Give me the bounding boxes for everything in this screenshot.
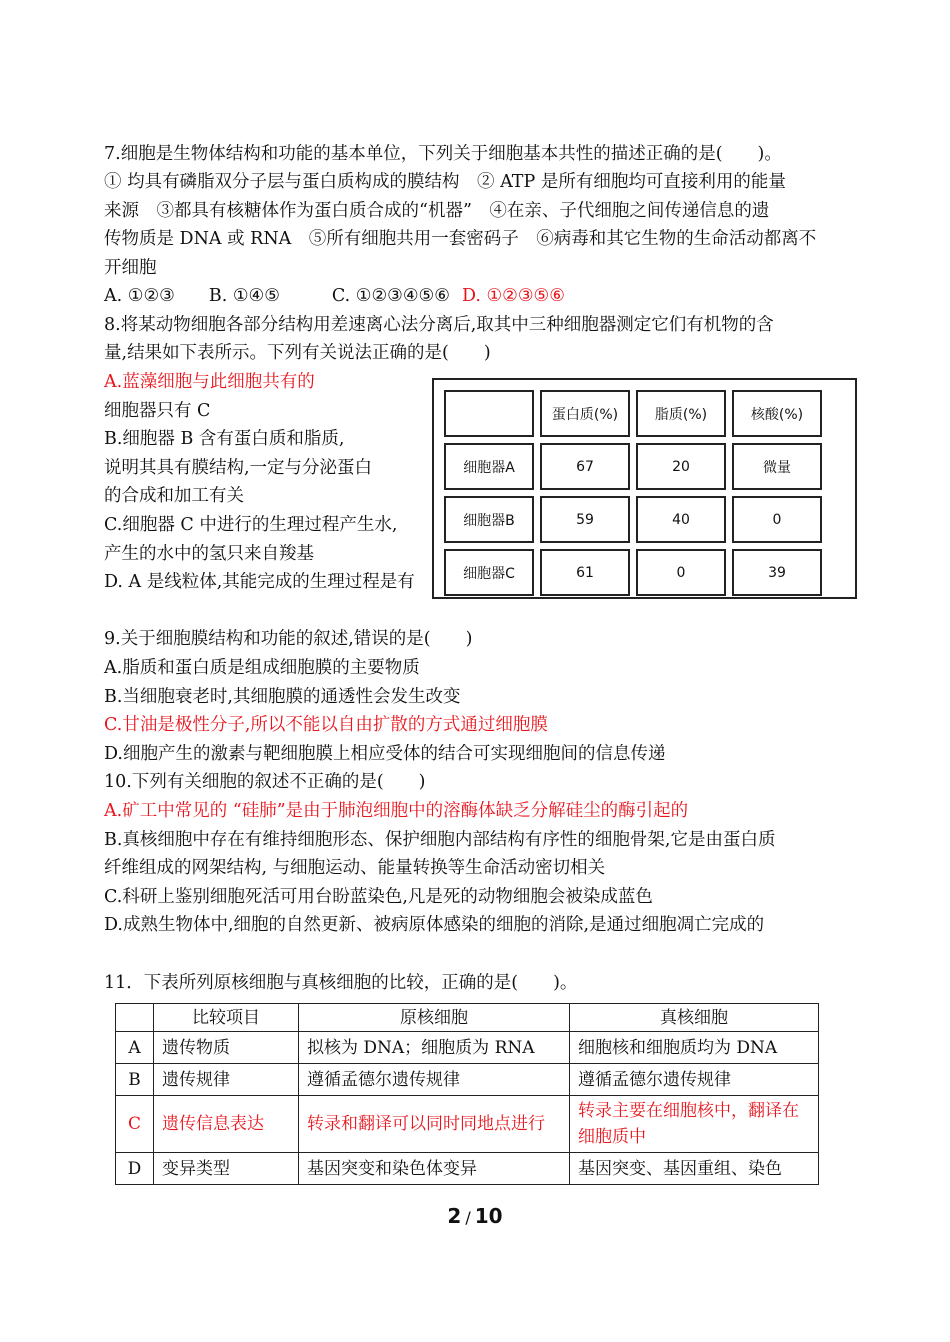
q10-option-d: D.成熟生物体中,细胞的自然更新、被病原体感染的细胞的消除,是通过细胞凋亡完成的	[104, 915, 765, 935]
organelle-name: 细胞器A	[444, 443, 534, 490]
q8-option-d: D. A 是线粒体,其能完成的生理过程是有	[104, 572, 415, 592]
organelle-row-b	[444, 496, 822, 543]
organelle-nucleic-acid: 微量	[732, 443, 822, 490]
organelle-header-lipid: 脂质(%)	[636, 390, 726, 437]
comparison-header-empty	[116, 1004, 154, 1032]
row-letter: B	[116, 1064, 154, 1096]
q8-option-b-line-1: B.细胞器 B 含有蛋白质和脂质,	[104, 429, 345, 449]
q7-body-line-2: 来源 ③都具有核糖体作为蛋白质合成的“机器” ④在亲、子代细胞之间传递信息的遗	[104, 201, 770, 221]
q7-option-c: C. ①②③④⑤⑥	[331, 286, 450, 306]
organelle-row-c	[444, 549, 822, 596]
q8-option-b-line-3: 的合成和加工有关	[104, 486, 244, 506]
organelle-row-a	[444, 443, 822, 490]
organelle-name: 细胞器B	[444, 496, 534, 543]
q10-option-a: A.矿工中常见的 “硅肺”是由于肺泡细胞中的溶酶体缺乏分解硅尘的酶引起的	[104, 801, 689, 821]
row-item: 变异类型	[154, 1153, 299, 1185]
organelle-table	[432, 378, 857, 599]
row-prokaryote: 遵循孟德尔遗传规律	[299, 1064, 570, 1096]
comparison-row-b	[116, 1064, 819, 1096]
q10-option-b-line-2: 纤维组成的网架结构, 与细胞运动、能量转换等生命活动密切相关	[104, 858, 606, 878]
q7-options	[104, 285, 565, 307]
row-eukaryote: 遵循孟德尔遗传规律	[570, 1064, 819, 1096]
page-current: 2	[447, 1204, 462, 1228]
organelle-lipid: 20	[636, 443, 726, 490]
page-separator: /	[465, 1208, 471, 1227]
row-eukaryote: 转录主要在细胞核中，翻译在细胞质中	[570, 1096, 819, 1153]
q9-stem: 9.关于细胞膜结构和功能的叙述,错误的是( )	[104, 629, 473, 649]
comparison-header-eukaryote: 真核细胞	[570, 1004, 819, 1032]
q8-option-c-line-1: C.细胞器 C 中进行的生理过程产生水,	[104, 515, 398, 535]
q8-option-a-line-2: 细胞器只有 C	[104, 401, 211, 421]
q8-stem-line-1: 8.将某动物细胞各部分结构用差速离心法分离后,取其中三种细胞器测定它们有机物的含	[104, 315, 774, 335]
comparison-header-row	[116, 1004, 819, 1032]
row-item: 遗传物质	[154, 1032, 299, 1064]
comparison-header-prokaryote: 原核细胞	[299, 1004, 570, 1032]
q7-body-line-4: 开细胞	[104, 258, 157, 278]
q8-stem-line-2: 量,结果如下表所示。下列有关说法正确的是( )	[104, 343, 491, 363]
row-letter: A	[116, 1032, 154, 1064]
q9-option-b: B.当细胞衰老时,其细胞膜的通透性会发生改变	[104, 687, 461, 707]
organelle-name: 细胞器C	[444, 549, 534, 596]
organelle-protein: 67	[540, 443, 630, 490]
organelle-lipid: 0	[636, 549, 726, 596]
q7-body-line-3: 传物质是 DNA 或 RNA ⑤所有细胞共用一套密码子 ⑥病毒和其它生物的生命活动都离不	[104, 229, 817, 249]
q9-option-d: D.细胞产生的激素与靶细胞膜上相应受体的结合可实现细胞间的信息传递	[104, 744, 666, 764]
q9-option-c: C.甘油是极性分子,所以不能以自由扩散的方式通过细胞膜	[104, 715, 548, 735]
organelle-header-protein: 蛋白质(%)	[540, 390, 630, 437]
q10-option-b-line-1: B.真核细胞中存在有维持细胞形态、保护细胞内部结构有序性的细胞骨架,它是由蛋白质	[104, 830, 776, 850]
q8-option-c-line-2: 产生的水中的氢只来自羧基	[104, 544, 314, 564]
cell-comparison-table	[115, 1003, 819, 1185]
row-letter: D	[116, 1153, 154, 1185]
organelle-protein: 59	[540, 496, 630, 543]
row-letter: C	[116, 1096, 154, 1153]
page-number	[0, 1204, 950, 1228]
row-prokaryote: 转录和翻译可以同时同地点进行	[299, 1096, 570, 1153]
q9-option-a: A.脂质和蛋白质是组成细胞膜的主要物质	[104, 658, 420, 678]
comparison-header-item: 比较项目	[154, 1004, 299, 1032]
q7-stem: 7.细胞是生物体结构和功能的基本单位，下列关于细胞基本共性的描述正确的是( )。	[104, 144, 782, 164]
organelle-nucleic-acid: 0	[732, 496, 822, 543]
organelle-protein: 61	[540, 549, 630, 596]
organelle-header-empty	[444, 390, 534, 437]
q11-stem: 11．下表所列原核细胞与真核细胞的比较，正确的是( )。	[104, 973, 578, 993]
row-prokaryote: 拟核为 DNA；细胞质为 RNA	[299, 1032, 570, 1064]
comparison-row-d	[116, 1153, 819, 1185]
comparison-row-c	[116, 1096, 819, 1153]
q8-option-a-line-1: A.蓝藻细胞与此细胞共有的	[104, 372, 315, 392]
q8-option-b-line-2: 说明其具有膜结构,一定与分泌蛋白	[104, 458, 373, 478]
organelle-lipid: 40	[636, 496, 726, 543]
organelle-table-header	[444, 390, 822, 437]
page-total: 10	[474, 1204, 503, 1228]
q7-option-d: D. ①②③⑤⑥	[461, 286, 565, 306]
comparison-row-a	[116, 1032, 819, 1064]
q7-option-b: B. ①④⑤	[208, 286, 280, 306]
row-eukaryote: 细胞核和细胞质均为 DNA	[570, 1032, 819, 1064]
organelle-header-nucleic-acid: 核酸(%)	[732, 390, 822, 437]
q10-stem: 10.下列有关细胞的叙述不正确的是( )	[104, 772, 426, 792]
row-prokaryote: 基因突变和染色体变异	[299, 1153, 570, 1185]
q7-option-a: A. ①②③	[104, 286, 175, 306]
q10-option-c: C.科研上鉴别细胞死活可用台盼蓝染色,凡是死的动物细胞会被染成蓝色	[104, 887, 653, 907]
row-item: 遗传信息表达	[154, 1096, 299, 1153]
row-item: 遗传规律	[154, 1064, 299, 1096]
organelle-nucleic-acid: 39	[732, 549, 822, 596]
q7-body-line-1: ① 均具有磷脂双分子层与蛋白质构成的膜结构 ② ATP 是所有细胞均可直接利用的能量	[104, 172, 786, 192]
row-eukaryote: 基因突变、基因重组、染色	[570, 1153, 819, 1185]
